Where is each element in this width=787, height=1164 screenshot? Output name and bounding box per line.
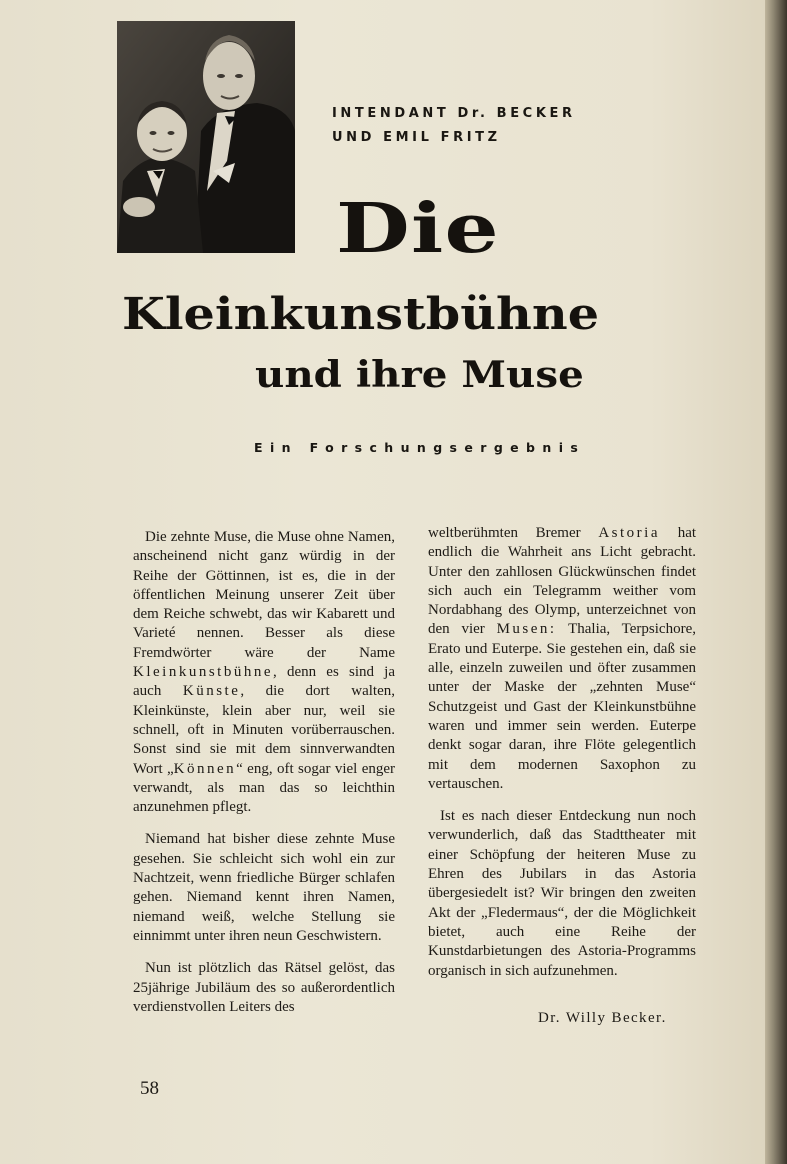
paragraph-1-text: Die zehnte Muse, die Muse ohne Namen, anscheinend nicht ganz würdig in der Reihe der Göttinnen, ist es, die in der öffentlichen Meinung unserer Zeit über dem Reiche schwebt, das wir Kabarett und Varieté nennen. Besser als diese Fremdwörter wäre der Name (133, 529, 395, 661)
photo-caption (332, 102, 576, 150)
caption-line-1: INTENDANT Dr. BECKER (332, 106, 576, 121)
text-column-right (428, 524, 696, 981)
paragraph-4-text: weltberühmten Bremer (428, 525, 581, 541)
paragraph-3: Nun ist plötzlich das Rätsel gelöst, das 25jährige Jubiläum des so außerordentlich verdienstvollen Leiters des (133, 960, 395, 1015)
paragraph-1 (133, 528, 395, 817)
caption-line-2: UND EMIL FRITZ (332, 130, 501, 145)
paragraph-5: Ist es nach dieser Entdeckung nun noch verwunderlich, daß das Stadttheater mit einer Schöpfung der heiteren Muse zu Ehren des Jubilars in das Astoria übergesiedelt ist? Wir bringen den zweiten Akt der „Fledermaus“, der die Möglichkeit bietet, auch eine Reihe der Kunstdarbietungen des Astoria-Programms organisch in sich aufzunehmen. (428, 808, 696, 979)
portrait-photo (117, 21, 295, 253)
title-line-2: Kleinkunstbühne (122, 289, 600, 340)
emphasis-astoria: Astoria (598, 525, 660, 541)
title-line-3: und ihre Muse (255, 354, 584, 396)
emphasis-koennen: Können (173, 760, 237, 777)
paragraph-4 (428, 524, 696, 794)
book-spine (765, 0, 787, 1164)
emphasis-musen: Musen: (496, 621, 557, 638)
text-column-left (133, 528, 395, 1017)
title-line-1: Die (336, 189, 500, 269)
paragraph-2: Niemand hat bisher diese zehnte Muse gesehen. Sie schleicht sich wohl ein zur Nachtzeit, wenn friedliche Bürger schlafen gehen. Niemand kennt ihren Namen, niemand weiß, welche Stellung sie einnimmt unter ihren neun Geschwistern. (133, 831, 395, 944)
paragraph-4-text-2: hat endlich die Wahrheit ans Licht gebracht. Unter den zahllosen Glückwünschen findet sich auch ein Telegramm weither vom Nordabhang des Olymp, unterzeichnet von den vier (428, 525, 697, 638)
portrait-photo-drawing (117, 21, 295, 253)
article-subtitle: Ein Forschungsergebnis (254, 440, 586, 455)
page-number: 58 (140, 1078, 159, 1099)
paragraph-1-text-2: , denn es sind ja auch (133, 664, 395, 700)
paragraph-4-text-3: Thalia, Terpsichore, Erato und Euterpe. Sie gestehen ein, daß sie alle, einzeln zuweilen und öfter zusammen unter der Maske der „zehnten Muse“ Schutzgeist und Gast der Kleinkunstbühne waren und immer sein werden. Euterpe denkt sogar daran, ihre Flöte gelegentlich mit dem modernen Saxophon zu vertauschen. (428, 621, 696, 792)
emphasis-kleinkunstbuehne: Kleinkunstbühne (133, 664, 273, 681)
paragraph-1-text-3: , die dort walten, Kleinkünste, klein aber nur, weil sie schnell, oft in Minuten vorüberrauschen. Sonst sind sie mit dem sinnverwandten Wort „ (133, 683, 395, 777)
paragraph-1-text-4: “ eng, oft sogar viel enger verwandt, als man das so leichthin anzunehmen pflegt. (133, 760, 396, 816)
emphasis-kuenste: Künste (182, 683, 241, 700)
author-signature: Dr. Willy Becker. (538, 1010, 667, 1026)
